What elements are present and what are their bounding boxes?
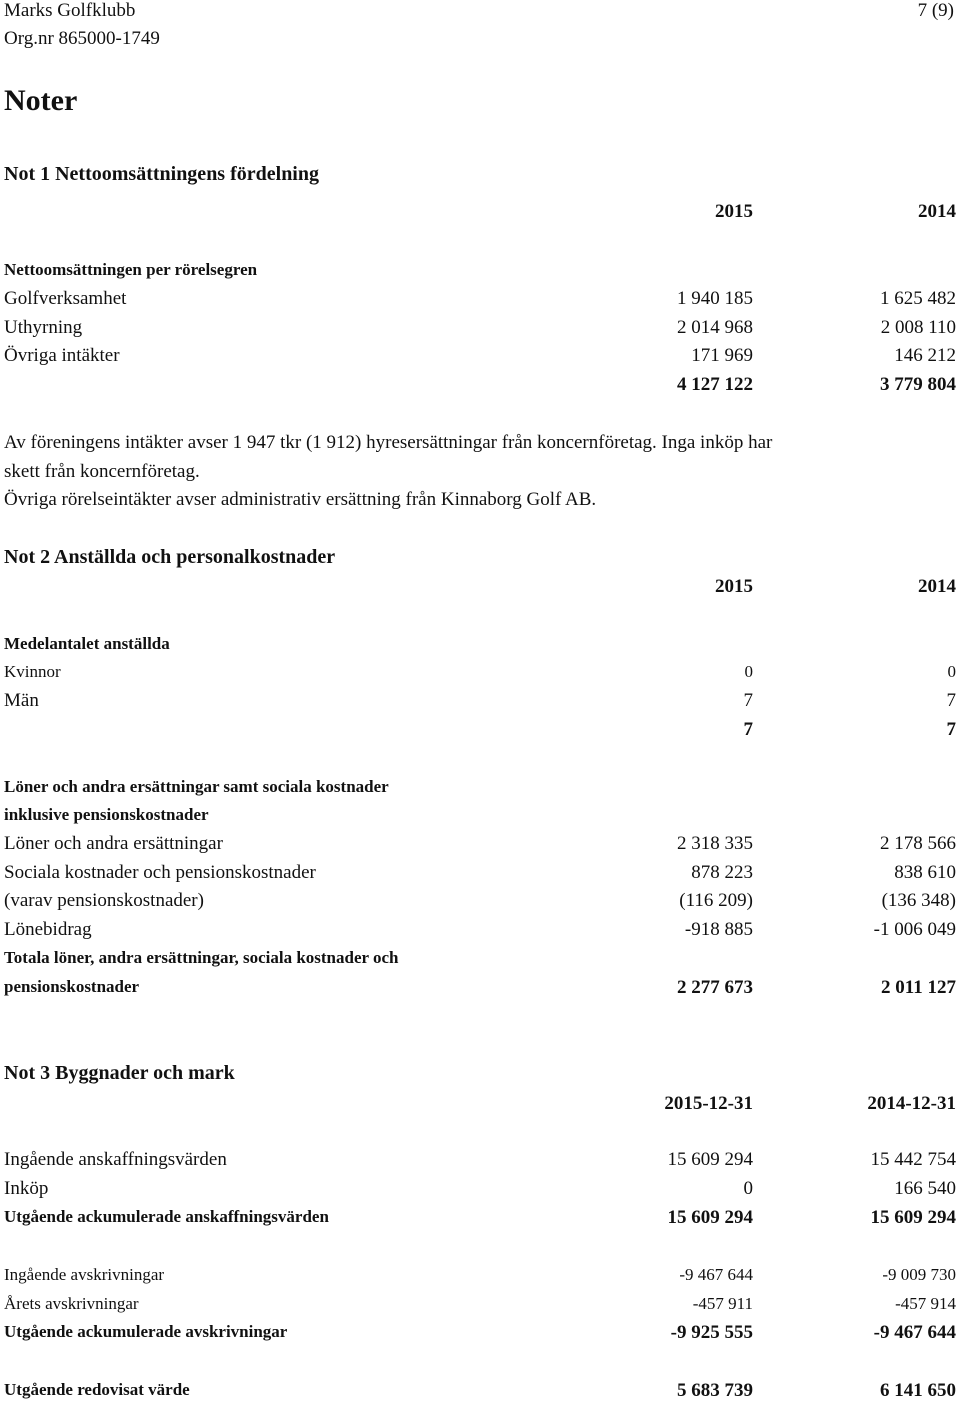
note3-book-value-row: Utgående redovisat värde 5 683 739 6 141 650 xyxy=(4,1380,956,1401)
table-row: Kvinnor 0 0 xyxy=(4,662,956,681)
org-number: Org.nr 865000-1749 xyxy=(4,28,160,49)
note2-employee-total-row: 7 7 xyxy=(743,719,956,740)
page-title: Noter xyxy=(4,84,78,117)
table-row: Årets avskrivningar -457 911 -457 914 xyxy=(4,1294,956,1313)
note1-text-line2: skett från koncernföretag. xyxy=(4,461,200,482)
note3-column-header xyxy=(4,1093,956,1119)
note1-text-line1: Av föreningens intäkter avser 1 947 tkr (1 912) hyresersättningar från koncernföretag. Inga inköp har xyxy=(4,432,773,453)
table-row: Uthyrning 2 014 968 2 008 110 xyxy=(4,317,956,338)
page-number: 7 (9) xyxy=(917,0,954,21)
note2-section-salaries-line1: Löner och andra ersättningar samt sociala kostnader xyxy=(4,777,389,796)
table-row: Löner och andra ersättningar 2 318 335 2 178 566 xyxy=(4,833,956,854)
note2-heading: Not 2 Anställda och personalkostnader xyxy=(4,546,336,568)
table-row: Ingående anskaffningsvärden 15 609 294 15 442 754 xyxy=(4,1149,956,1170)
table-row: Övriga intäkter 171 969 146 212 xyxy=(4,345,956,366)
table-row: Sociala kostnader och pensionskostnader 878 223 838 610 xyxy=(4,862,956,883)
table-row: Ingående avskrivningar -9 467 644 -9 009 730 xyxy=(4,1265,956,1284)
note1-section-label: Nettoomsättningen per rörelsegren xyxy=(4,260,258,279)
note3-heading: Not 3 Byggnader och mark xyxy=(4,1062,235,1084)
note3-col-2015: 2015-12-31 xyxy=(664,1093,753,1114)
note3-depreciation-total-row: Utgående ackumulerade avskrivningar -9 925 555 -9 467 644 xyxy=(4,1322,956,1343)
org-name: Marks Golfklubb xyxy=(4,0,136,21)
note2-total-row: pensionskostnader 2 277 673 2 011 127 xyxy=(4,977,956,998)
note1-col-2014: 2014 xyxy=(918,201,956,222)
table-row: (varav pensionskostnader) (116 209) (136 348) xyxy=(4,890,956,911)
note2-section-salaries-line2: inklusive pensionskostnader xyxy=(4,805,209,824)
note2-section-employees: Medelantalet anställda xyxy=(4,634,170,653)
note1-text-line3: Övriga rörelseintäkter avser administrativ ersättning från Kinnaborg Golf AB. xyxy=(4,489,597,510)
note1-column-header xyxy=(4,201,956,227)
note2-column-header xyxy=(4,576,956,602)
note2-total-label-line1: Totala löner, andra ersättningar, sociala kostnader och xyxy=(4,948,399,967)
table-row: Inköp 0 166 540 xyxy=(4,1178,956,1199)
note2-col-2015: 2015 xyxy=(715,576,753,597)
note1-heading: Not 1 Nettoomsättningens fördelning xyxy=(4,163,319,185)
note3-col-2014: 2014-12-31 xyxy=(867,1093,956,1114)
note1-total-row: 4 127 122 3 779 804 xyxy=(677,374,956,395)
table-row: Golfverksamhet 1 940 185 1 625 482 xyxy=(4,288,956,309)
note1-col-2015: 2015 xyxy=(715,201,753,222)
table-row: Män 7 7 xyxy=(4,690,956,711)
note3-acquisition-total-row: Utgående ackumulerade anskaffningsvärden 15 609 294 15 609 294 xyxy=(4,1207,956,1228)
table-row: Lönebidrag -918 885 -1 006 049 xyxy=(4,919,956,940)
note2-col-2014: 2014 xyxy=(918,576,956,597)
